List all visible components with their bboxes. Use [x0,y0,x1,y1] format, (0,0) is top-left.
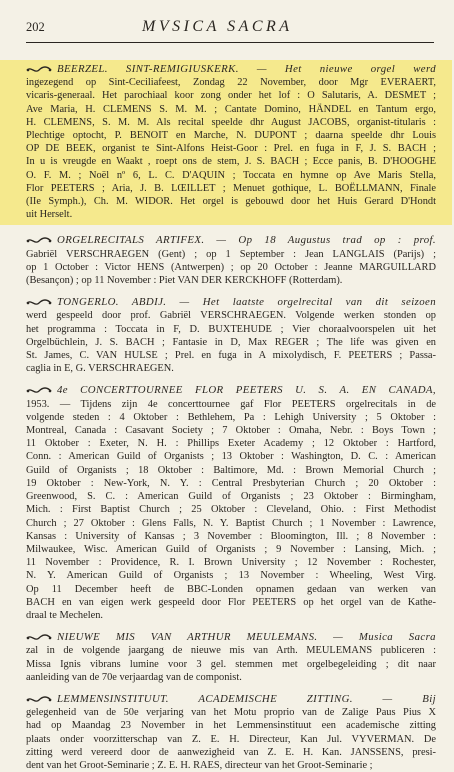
line-text: Milwaukee, Wisc. American Guild of Organists ; 9 November : Lansing, Mich. ; [26,543,436,555]
news-item-tongerlo-abdij [26,296,436,375]
line-text: (IIe Symph.), Ch. M. WIDOR. Het orgel is gebouwd door het Huis Gerard D'Hondt [26,196,436,208]
line-text: vicaris-generaal. Het parochiaal koor zong onder het lof : O Salutaris, A. DESMET ; [26,90,436,102]
item-heading-line [26,63,436,76]
news-item-orgelrecitals-artifex [26,234,436,287]
item-text-line [26,248,436,261]
line-text: O. F. M. ; Noël nº 6, L. C. D'AQUIN ; Toccata en hymne op Ave Maris Stella, [26,169,436,181]
line-text: LEMMENSINSTITUUT. ACADEMISCHE ZITTING. — Bij [57,692,436,705]
line-text: Op 11 December heeft de BBC-Londen opnamen gedaan van werken van [26,583,436,595]
item-heading-line [26,631,436,644]
line-text: OP DE BEEK, organist te Sint-Alfons Heist-Goor : Prel. en fuga in F, J. S. BACH ; [26,143,436,155]
item-text-line [26,543,436,556]
line-text: 11 November : Providence, R. I. Brown University ; 12 November : Rochester, [26,557,436,569]
item-text-line [26,349,436,362]
line-text: N. Y. American Guild of Organists ; 13 November : Wheeling, West Virg. [26,570,436,582]
line-text: het programma : Toccata in F, D. BUXTEHUDE ; Vier choraalvoorspelen uit het [26,323,436,335]
item-text-line [26,583,436,596]
line-text: op 1 October : Victor HENS (Antwerpen) ; op 20 October : Jeanne MARGUILLARD [26,261,436,273]
item-heading-line [26,234,436,247]
item-text-line [26,261,436,274]
news-item-nieuwe-mis-meulemans [26,631,436,684]
item-text-line [26,103,436,116]
page-number: 202 [26,20,45,34]
line-text: caglia in E, G. VERSCHRAEGEN. [26,363,174,375]
item-text-line [26,323,436,336]
ornament-icon [26,387,52,395]
item-text-line [26,155,436,168]
line-text: aanleiding van de 70e verjaardag van de componist. [26,671,242,683]
line-text: BACH en van eigen werk gespeeld door Flor PEETERS op het orgel van de Kathe- [26,596,436,608]
item-heading-line [26,296,436,309]
line-text: draal te Mechelen. [26,609,104,621]
line-text: ORGELRECITALS ARTIFEX. — Op 18 Augustus trad op : prof. [57,234,436,247]
line-text: 4e CONCERTTOURNEE FLOR PEETERS U. S. A. EN CANADA, [57,384,436,397]
item-heading-line [26,384,436,397]
ornament-icon [26,634,52,642]
item-text-line [26,556,436,569]
item-text-line [26,477,436,490]
item-text-line [26,719,436,732]
ornament-icon [26,66,52,74]
line-text: In u is vreugde en Waakt , roept ons de stem, J. S. BACH ; Ecce panis, B. D'HOOGHE [26,156,436,168]
item-text-line [26,129,436,142]
article-column [26,60,436,772]
line-text: Church ; 27 Oktober : Glens Falls, N. Y. Baptist Church ; 1 November : Lawrence, [26,517,436,529]
item-text-line [26,530,436,543]
item-text-line [26,569,436,582]
line-text: Orgelbüchlein, J. S. BACH ; Fantasie in D, Max REGER ; The life was given en [26,336,436,348]
running-title: MVSICA SACRA [142,18,293,35]
line-text: had op Maandag 23 November in het Lemmensinstituut een academische zitting [26,720,436,732]
item-text-line [26,398,436,411]
line-text: Guild of Organists ; 18 Oktober : Baltimore, Md. : Brown Memorial Church ; [26,464,436,476]
news-item-lemmensinstituut [26,693,436,772]
item-text-line [26,609,436,622]
line-text: Missa Ignis vibrans lumine voor 3 gel. stemmen met orgelbegeleiding ; dit naar [26,658,436,670]
line-text: Kansas : University of Kansas ; 3 November : Bloomington, Ill. ; 8 November : [26,530,436,542]
news-item-beerzel [0,60,452,225]
item-text-line [26,464,436,477]
line-text: H. CLEMENS, S. M. M. Als recital speelde dhr August JACOBS, organist-titularis : [26,116,436,128]
line-text: ingezegend op Sint-Ceciliafeest, Zondag 22 November, door Mgr EVERAERT, [26,77,436,89]
line-text: Conn. : American Guild of Organists ; 13 Oktober : Washington, D. C. : American [26,451,436,463]
item-text-line [26,182,436,195]
item-text-line [26,116,436,129]
item-text-line [26,76,436,89]
line-text: Flor PEETERS ; Aria, J. B. LŒILLET ; Menuet gothique, L. BOËLLMANN, Finale [26,182,436,194]
line-text: Ave Maria, H. CLEMENS S. M. M. ; Cantate Domino, HÄNDEL en Tantum ergo, [26,103,436,115]
line-text: Greenwood, S. C. : American Guild of Organists ; 23 Oktober : Birmingham, [26,491,436,503]
line-text: Montreal, Canada : Casavant Society ; 7 Oktober : Omaha, Nebr. : Boys Town ; [26,425,436,437]
line-text: werd gespeeld door prof. Gabriël VERSCHRAEGEN. Volgende werken stonden op [26,310,436,322]
item-text-line [26,411,436,424]
line-text: 1953. — Tijdens zijn 4e concerttournee gaf Flor PEETERS orgelrecitals in de [26,398,436,410]
line-text: Gabriël VERSCHRAEGEN (Gent) ; op 1 September : Jean LANGLAIS (Parijs) ; [26,248,436,260]
line-text: dent van het Groot-Seminarie ; Z. E. H. RAES, directeur van het Groot-Seminarie ; [26,759,373,771]
ornament-icon [26,237,52,245]
item-text-line [26,309,436,322]
line-text: NIEUWE MIS VAN ARTHUR MEULEMANS. — Musica Sacra [57,631,436,644]
item-text-line [26,658,436,671]
item-text-line [26,169,436,182]
item-text-line [26,733,436,746]
item-text-line [26,490,436,503]
line-text: plaats onder voorzitterschap van Z. E. H. Directeur, Kan Jul. VYVERMAN. De [26,733,436,745]
item-text-line [26,671,436,684]
item-text-line [26,142,436,155]
item-text-line [26,274,436,287]
line-text: zitting werd vereerd door de aanwezigheid van Z. E. H. Kan. JANSSENS, presi- [26,746,436,758]
ornament-icon [26,299,52,307]
item-text-line [26,336,436,349]
item-text-line [26,89,436,102]
line-text: Mich. : First Baptist Church ; 25 Oktober : Cleveland, Ohio. : First Methodist [26,504,436,516]
line-text: TONGERLO. ABDIJ. — Het laatste orgelrecital van dit seizoen [57,296,436,309]
line-text: uit Herselt. [26,209,73,221]
item-text-line [26,362,436,375]
line-text: 11 Oktober : Exeter, N. H. : Phillips Exeter Academy ; 12 Oktober : Hartford, [26,438,436,450]
item-text-line [26,195,436,208]
line-text: volgende steden : 4 Oktober : Bethlehem, Pa : Lehigh University ; 5 Oktober : [26,411,436,423]
line-text: Plechtige optocht, P. BENOIT en Marche, N. DUPONT ; daarna speelde dhr Louis [26,130,436,142]
item-text-line [26,644,436,657]
news-item-concerttournee-peeters [26,384,436,622]
item-text-line [26,759,436,772]
item-text-line [26,706,436,719]
item-text-line [26,596,436,609]
ornament-icon [26,696,52,704]
item-text-line [26,517,436,530]
line-text: BEERZEL. SINT-REMIGIUSKERK. — Het nieuwe orgel werd [57,63,436,75]
item-text-line [26,437,436,450]
line-text: gelegenheid van de 50e verjaring van het Motu proprio van de Zalige Paus Pius X [26,707,436,719]
line-text: (Besançon) ; op 11 November : Piet VAN DER KERCKHOFF (Rotterdam). [26,275,343,287]
line-text: zal in de volgende jaargang de nieuwe mis van Arth. MEULEMANS publiceren : [26,645,436,657]
item-heading-line [26,693,436,706]
page-header [26,18,434,43]
item-text-line [26,450,436,463]
item-text-line [26,208,436,221]
item-text-line [26,746,436,759]
item-text-line [26,424,436,437]
line-text: 19 Oktober : New-York, N. Y. : Central Presbyterian Church ; 20 Oktober : [26,477,436,489]
item-text-line [26,503,436,516]
line-text: St. James, C. VAN HULSE ; Prel. en fuga in A mixolydisch, F. PEETERS ; Passa- [26,350,436,362]
